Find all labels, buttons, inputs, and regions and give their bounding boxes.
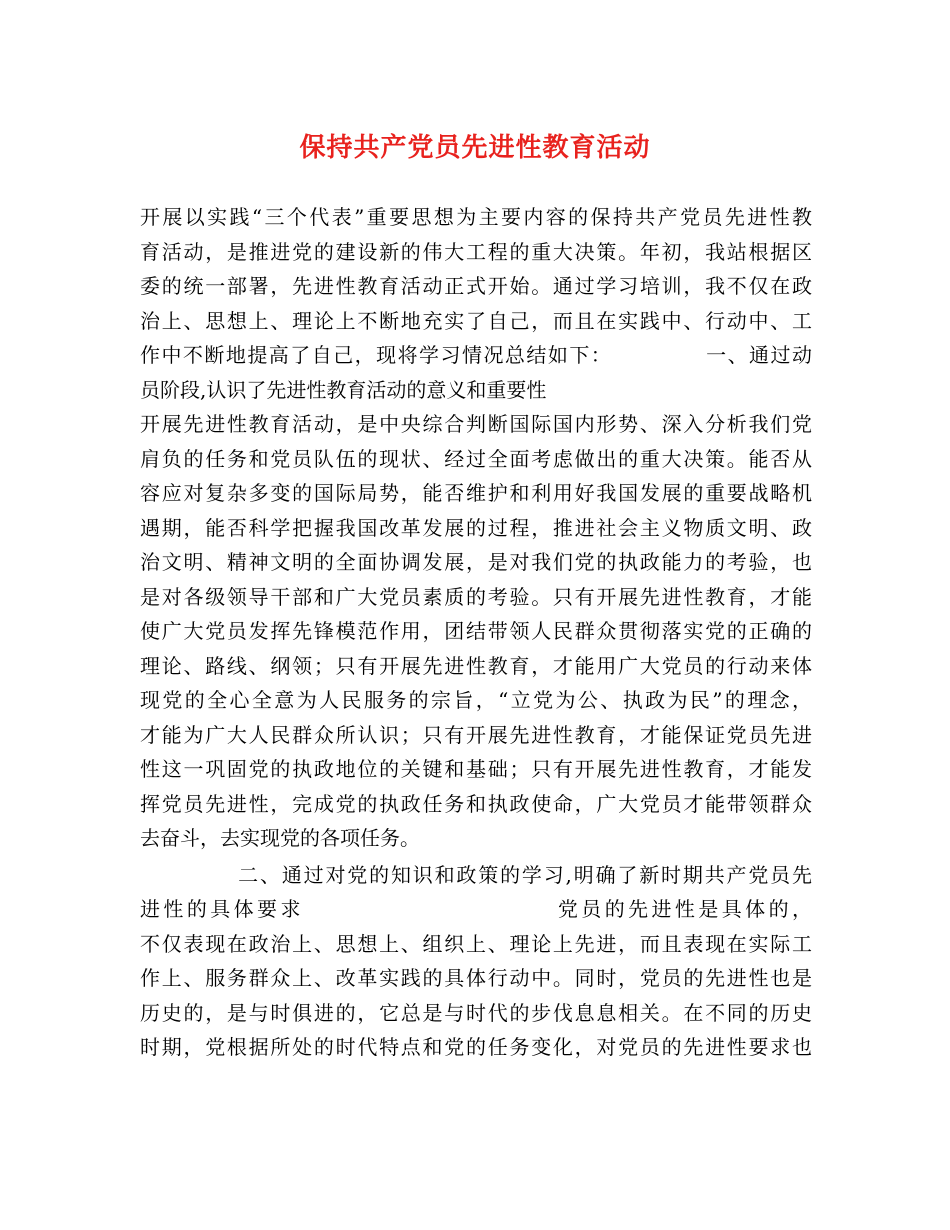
text-line: 使广大党员发挥先锋模范作用，团结带领人民群众贯彻落实党的正确的 bbox=[140, 619, 812, 643]
text-line: 开展先进性教育活动，是中央综合判断国际国内形势、深入分析我们党 bbox=[140, 412, 812, 436]
text-line: 员阶段,认识了先进性教育活动的意义和重要性 bbox=[140, 377, 547, 402]
text-line: 委的统一部署，先进性教育活动正式开始。通过学习培训，我不仅在政 bbox=[140, 274, 812, 298]
text-line: 肩负的任务和党员队伍的现状、经过全面考虑做出的重大决策。能否从 bbox=[140, 446, 812, 471]
text-line: 二、通过对党的知识和政策的学习,明确了新时期共产党员先 bbox=[140, 862, 812, 887]
text-line: 理论、路线、纲领；只有开展先进性教育，才能用广大党员的行动来体 bbox=[140, 653, 812, 678]
text-line: 去奋斗，去实现党的各项任务。 bbox=[140, 826, 420, 850]
text-line: 历史的，是与时俱进的，它总是与时代的步伐息息相关。在不同的历史 bbox=[140, 1000, 812, 1025]
text-line: 不仅表现在政治上、思想上、组织上、理论上先进，而且表现在实际工 bbox=[140, 931, 812, 956]
text-line: 作上、服务群众上、改革实践的具体行动中。同时，党员的先进性也是 bbox=[140, 966, 812, 990]
text-line: 才能为广大人民群众所认识；只有开展先进性教育，才能保证党员先进 bbox=[140, 722, 812, 747]
text-line: 进性的具体要求 党员的先进性是具体的， bbox=[140, 897, 812, 921]
text-line: 时期，党根据所处的时代特点和党的任务变化，对党员的先进性要求也 bbox=[140, 1035, 812, 1059]
document-title: 保持共产党员先进性教育活动 bbox=[299, 133, 651, 163]
text-line: 治文明、精神文明的全面协调发展，是对我们党的执政能力的考验，也 bbox=[140, 550, 812, 574]
text-line: 治上、思想上、理论上不断地充实了自己，而且在实践中、行动中、工 bbox=[140, 308, 812, 333]
text-line: 遇期，能否科学把握我国改革发展的过程，推进社会主义物质文明、政 bbox=[140, 515, 812, 540]
text-line: 性这一巩固党的执政地位的关键和基础；只有开展先进性教育，才能发 bbox=[140, 757, 812, 781]
text-line: 容应对复杂多变的国际局势，能否维护和利用好我国发展的重要战略机 bbox=[140, 481, 812, 505]
text-line: 现党的全心全意为人民服务的宗旨，“立党为公、执政为民”的理念， bbox=[140, 688, 812, 712]
text-line: 育活动，是推进党的建设新的伟大工程的重大决策。年初，我站根据区 bbox=[140, 239, 812, 264]
text-line: 开展以实践“三个代表”重要思想为主要内容的保持共产党员先进性教 bbox=[140, 205, 812, 229]
text-line: 作中不断地提高了自己，现将学习情况总结如下： 一、通过动 bbox=[140, 343, 812, 367]
text-line: 挥党员先进性，完成党的执政任务和执政使命，广大党员才能带领群众 bbox=[140, 791, 812, 816]
text-line: 是对各级领导干部和广大党员素质的考验。只有开展先进性教育，才能 bbox=[140, 584, 812, 609]
document-body bbox=[140, 200, 812, 1065]
